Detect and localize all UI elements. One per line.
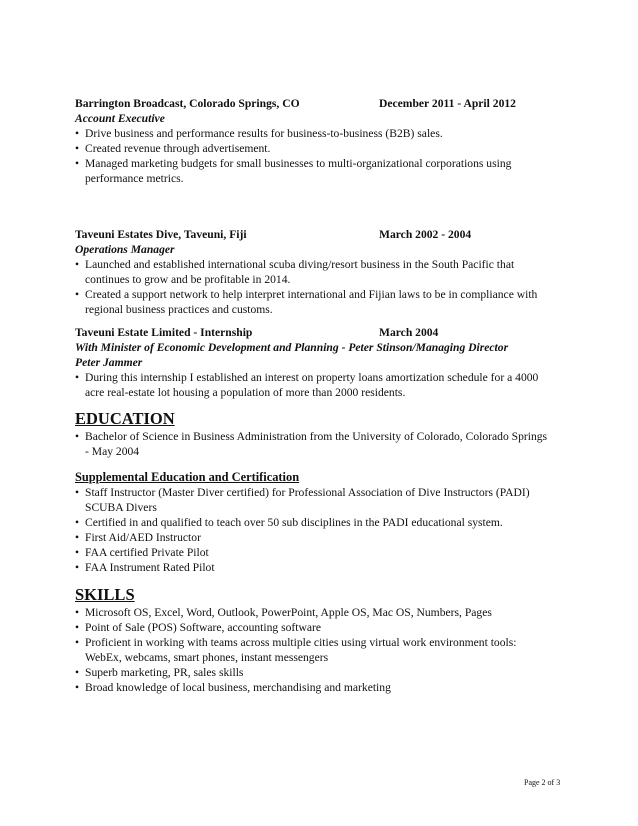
skills-bullets <box>75 605 553 695</box>
list-item: • During this internship I established an interest on property loans amortization schedule for a 4000 acre real-estate lot housing a population of more than 2000 residents. <box>75 371 539 399</box>
supplemental-bullets <box>75 485 553 575</box>
list-item: • Managed marketing budgets for small businesses to multi-organizational corporations using performance metrics. <box>75 157 512 185</box>
job-entry <box>75 227 553 317</box>
bullet-icon: • <box>75 681 80 694</box>
bullet-icon: • <box>75 606 80 619</box>
job-role: Operations Manager <box>75 243 175 256</box>
list-item: • Drive business and performance results for business-to-business (B2B) sales. <box>75 127 443 140</box>
job-dates: December 2011 - April 2012 <box>379 97 516 110</box>
list-item: • Staff Instructor (Master Diver certified) for Professional Association of Dive Instructors (PADI) SCUBA Divers <box>75 486 530 514</box>
resume-page <box>75 96 553 695</box>
bullet-icon: • <box>75 288 80 301</box>
list-item: • Microsoft OS, Excel, Word, Outlook, PowerPoint, Apple OS, Mac OS, Numbers, Pages <box>75 606 492 619</box>
page-number: Page 2 of 3 <box>524 778 561 787</box>
job-header <box>75 325 553 340</box>
job-bullets <box>75 370 553 400</box>
job-header <box>75 96 553 111</box>
bullet-icon: • <box>75 546 80 559</box>
job-employer: Barrington Broadcast, Colorado Springs, CO <box>75 97 300 110</box>
job-bullets <box>75 257 553 317</box>
bullet-icon: • <box>75 666 80 679</box>
job-role: Account Executive <box>75 112 165 125</box>
bullet-icon: • <box>75 486 80 499</box>
bullet-icon: • <box>75 621 80 634</box>
education-bullets <box>75 429 553 459</box>
section-title: SKILLS <box>75 585 135 604</box>
bullet-icon: • <box>75 258 80 271</box>
job-header <box>75 227 553 242</box>
list-item: • First Aid/AED Instructor <box>75 531 201 544</box>
bullet-icon: • <box>75 127 80 140</box>
list-item: • FAA Instrument Rated Pilot <box>75 561 215 574</box>
list-item: • FAA certified Private Pilot <box>75 546 209 559</box>
section-title: EDUCATION <box>75 409 175 428</box>
bullet-icon: • <box>75 157 80 170</box>
list-item: • Superb marketing, PR, sales skills <box>75 666 244 679</box>
bullet-icon: • <box>75 430 80 443</box>
job-bullets <box>75 126 553 186</box>
bullet-icon: • <box>75 636 80 649</box>
bullet-icon: • <box>75 531 80 544</box>
job-role: With Minister of Economic Development and Planning - Peter Stinson/Managing Director <box>75 341 509 354</box>
list-item: • Broad knowledge of local business, merchandising and marketing <box>75 681 391 694</box>
job-employer: Taveuni Estates Dive, Taveuni, Fiji <box>75 228 247 241</box>
job-entry <box>75 96 553 186</box>
skills-section <box>75 585 553 695</box>
list-item: • Point of Sale (POS) Software, accounting software <box>75 621 322 634</box>
section-title: Supplemental Education and Certification <box>75 470 300 484</box>
job-entry <box>75 325 553 400</box>
job-employer: Taveuni Estate Limited - Internship <box>75 326 253 339</box>
education-section <box>75 409 553 459</box>
bullet-icon: • <box>75 371 80 384</box>
list-item: • Proficient in working with teams across multiple cities using virtual work environment tools: WebEx, webcams, smart phones, instant messengers <box>75 636 517 664</box>
list-item: • Certified in and qualified to teach over 50 sub disciplines in the PADI educational system. <box>75 516 503 529</box>
list-item: • Created revenue through advertisement. <box>75 142 271 155</box>
bullet-icon: • <box>75 561 80 574</box>
job-role: Peter Jammer <box>75 356 143 369</box>
list-item: • Launched and established international scuba diving/resort business in the South Pacific that continues to grow and be profitable in 2014. <box>75 258 515 286</box>
supplemental-section <box>75 469 553 575</box>
job-dates: March 2002 - 2004 <box>379 228 472 241</box>
bullet-icon: • <box>75 516 80 529</box>
job-dates: March 2004 <box>379 326 439 339</box>
list-item: • Created a support network to help interpret international and Fijian laws to be in compliance with regional business practices and customs. <box>75 288 538 316</box>
list-item: • Bachelor of Science in Business Administration from the University of Colorado, Colorado Springs - May 2004 <box>75 430 548 458</box>
bullet-icon: • <box>75 142 80 155</box>
